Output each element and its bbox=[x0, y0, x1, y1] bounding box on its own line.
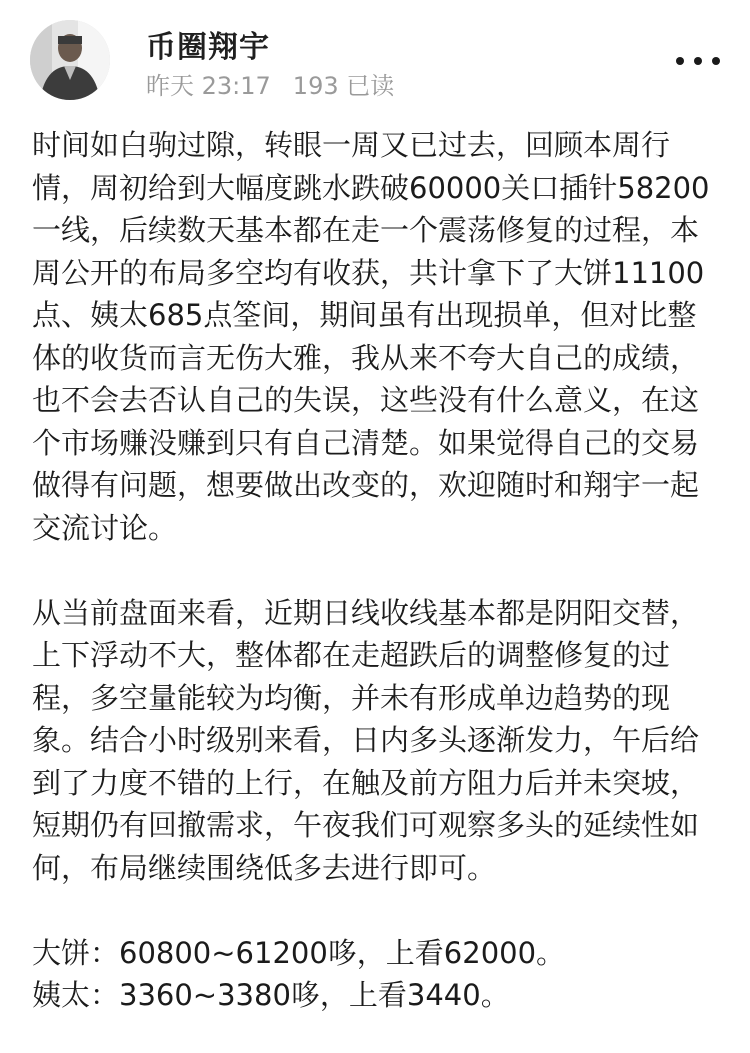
more-icon-dot bbox=[712, 57, 720, 65]
post-paragraph-review: 时间如白驹过隙，转眼一周又已过去，回顾本周行 情，周初给到大幅度跳水跌破60000关口插针58200 一线，后续数天基本都在走一个震荡修复的过程，本 周公开的布局多空均有收获，共计拿下了大饼11100 点、姨太685点筌间，期间虽有出现损单，但对比整 体的收货而言无伤大雅，我从来不夸大自己的成绩， 也不会去否认自己的失误，这些没有什么意义，在这 个市场赚没赚到只有自己清楚。如果觉得自己的交易 做得有问题，想要做出改变的，欢迎随时和翔宇一起 交流讨论。 bbox=[32, 128, 710, 545]
post-paragraph-btc-plan: 大饼：60800~61200哆，上看62000。 bbox=[32, 935, 566, 970]
post-paragraph-eth-plan: 姨太：3360~3380哆，上看3440。 bbox=[32, 978, 510, 1012]
paragraph-gap bbox=[32, 549, 722, 592]
avatar[interactable] bbox=[30, 20, 110, 100]
post-meta bbox=[146, 66, 394, 101]
more-button[interactable] bbox=[676, 46, 720, 76]
avatar-photo-icon bbox=[30, 20, 110, 100]
paragraph-gap bbox=[32, 889, 722, 932]
author-name[interactable]: 币圈翔宇 bbox=[146, 30, 270, 65]
post-paragraph-analysis: 从当前盘面来看，近期日线收线基本都是阴阳交替， 上下浮动不大，整体都在走超跌后的调整修复的过 程，多空量能较为均衡，并未有形成单边趋势的现 象。结合小时级别来看，日内多头逐渐发力，午后给 到了力度不错的上行，在触及前方阻力后并未突坡， 短期仍有回撤需求，午夜我们可观察多头的延续性如 何，布局继续围绕低多去进行即可。 bbox=[32, 595, 700, 885]
post-header bbox=[0, 0, 750, 120]
read-count: 193 已读 bbox=[292, 72, 395, 100]
more-icon-dot bbox=[694, 57, 702, 65]
post-time: 昨天 23:17 bbox=[146, 72, 271, 100]
more-icon-dot bbox=[676, 57, 684, 65]
post-body bbox=[32, 124, 722, 1017]
